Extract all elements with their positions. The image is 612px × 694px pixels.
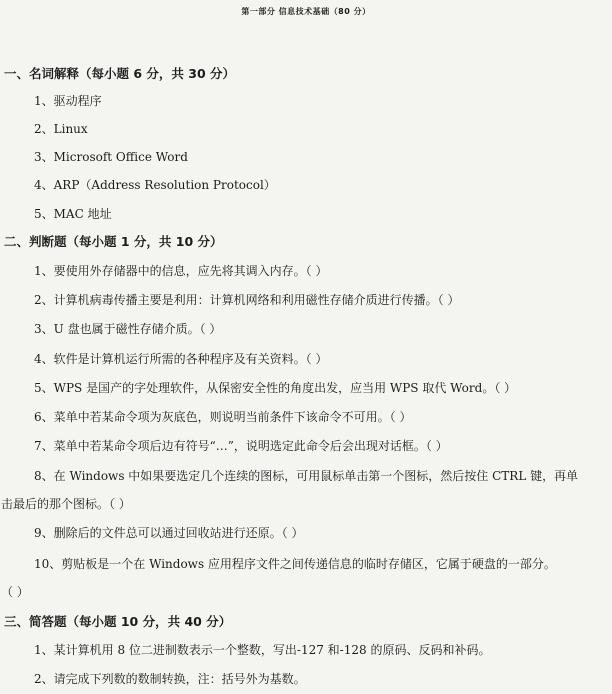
term-item: 2、Linux <box>34 122 88 136</box>
judgment-question: 10、剪贴板是一个在 Windows 应用程序文件之间传递信息的临时存储区，它属于硬盘的一部分。 <box>34 557 556 571</box>
term-item: 3、Microsoft Office Word <box>34 150 188 164</box>
section-1-heading: 一、名词解释（每小题 6 分，共 30 分） <box>4 66 236 81</box>
short-answer-question: 1、某计算机用 8 位二进制数表示一个整数，写出-127 和-128 的原码、反码和补码。 <box>34 643 491 657</box>
page-title: 第一部分 信息技术基础（80 分） <box>241 7 371 16</box>
judgment-question-continuation: （ ） <box>1 585 29 599</box>
short-answer-question: 2、请完成下列数的数制转换，注：括号外为基数。 <box>34 672 306 686</box>
judgment-question: 9、删除后的文件总可以通过回收站进行还原。（ ） <box>34 526 304 540</box>
term-item: 1、驱动程序 <box>34 94 102 108</box>
judgment-question-continuation: 击最后的那个图标。（ ） <box>1 497 131 511</box>
judgment-question: 4、软件是计算机运行所需的各种程序及有关资料。（ ） <box>34 352 328 366</box>
term-item: 4、ARP（Address Resolution Protocol） <box>34 178 276 192</box>
section-3-heading: 三、简答题（每小题 10 分，共 40 分） <box>4 614 232 629</box>
judgment-question: 7、菜单中若某命令项后边有符号“…”，说明选定此命令后会出现对话框。（ ） <box>34 439 448 453</box>
judgment-question: 1、要使用外存储器中的信息，应先将其调入内存。（ ） <box>34 264 328 278</box>
section-2-heading: 二、判断题（每小题 1 分，共 10 分） <box>4 234 223 249</box>
judgment-question: 3、U 盘也属于磁性存储介质。（ ） <box>34 322 222 336</box>
judgment-question: 2、计算机病毒传播主要是利用：计算机网络和利用磁性存储介质进行传播。（ ） <box>34 293 460 307</box>
judgment-question: 5、WPS 是国产的字处理软件，从保密安全性的角度出发，应当用 WPS 取代 Word。（ ） <box>34 381 517 395</box>
judgment-question: 6、菜单中若某命令项为灰底色，则说明当前条件下该命令不可用。（ ） <box>34 410 412 424</box>
judgment-question: 8、在 Windows 中如果要选定几个连续的图标，可用鼠标单击第一个图标，然后按住 CTRL 键，再单 <box>34 469 579 483</box>
term-item: 5、MAC 地址 <box>34 207 112 221</box>
